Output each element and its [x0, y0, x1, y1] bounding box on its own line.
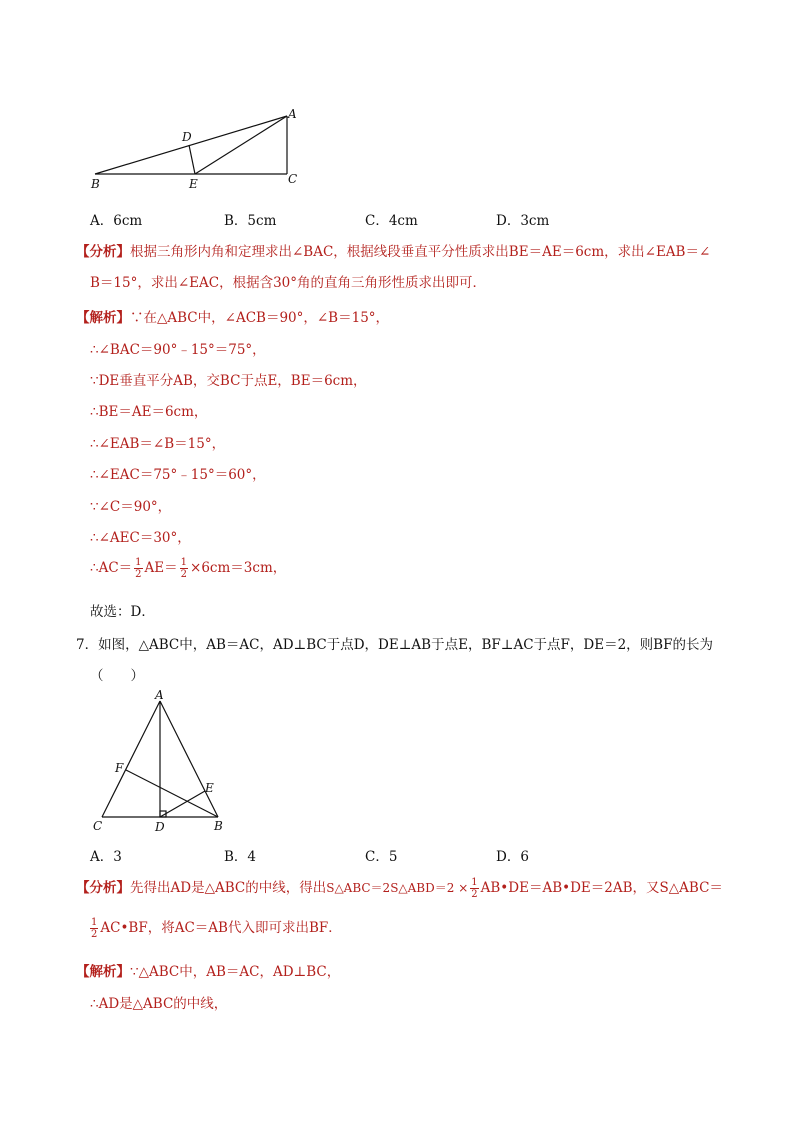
q6-fraction-2-den: 2	[180, 569, 188, 580]
q7-solution-line-1	[76, 960, 340, 980]
q6-option-c[interactable]: C．4cm	[365, 213, 418, 229]
q6-analysis-line-1	[76, 240, 710, 260]
q6-fraction-2-num: 1	[180, 557, 188, 568]
q6-fraction-1	[134, 557, 142, 580]
q6-analysis-line-2: B＝15°，求出∠EAC，根据含30°角的直角三角形性质求出即可．	[90, 275, 487, 291]
q6-analysis-tag: 【分析】	[76, 244, 130, 260]
q6-analysis-text-1: 根据三角形内角和定理求出∠BAC，根据线段垂直平分性质求出BE＝AE＝6cm，求出∠EAB＝∠	[130, 244, 711, 260]
q7-stem-line-1: 7．如图，△ABC中，AB＝AC，AD⊥BC于点D，DE⊥AB于点E，BF⊥AC于点F，DE＝2，则BF的长为	[76, 637, 713, 653]
q6-figure	[85, 100, 325, 195]
q7-label-d: D	[155, 820, 165, 834]
q7-analysis-line-2	[88, 916, 342, 940]
q7-analysis-text-1c: AB•DE＝AB•DE＝2AB，又S△ABC＝	[480, 880, 723, 896]
q6-solution-step-5: ∴∠EAC＝75°﹣15°＝60°，	[90, 467, 266, 483]
q6-solution-step-6: ∵∠C＝90°，	[90, 499, 172, 515]
q6-final-prefix: ∴AC＝	[90, 560, 133, 576]
q7-label-b: B	[214, 819, 223, 833]
q7-fraction-2-den: 2	[91, 929, 98, 940]
q6-final-tail: ×6cm＝3cm，	[190, 560, 287, 576]
q6-solution-tag: 【解析】	[76, 310, 130, 326]
q7-fraction-1-den: 2	[471, 889, 478, 900]
q6-segment-ba	[95, 116, 287, 174]
q7-label-c: C	[93, 819, 103, 833]
q7-analysis-text-1a: 先得出AD是△ABC的中线，得出	[130, 880, 327, 896]
q7-solution-tag: 【解析】	[76, 964, 130, 980]
q6-solution-step-1: ∴∠BAC＝90°﹣15°＝75°，	[90, 342, 266, 358]
q7-fraction-2	[90, 917, 98, 940]
q7-option-d[interactable]: D．6	[496, 849, 529, 865]
q7-solution-line-2: ∴AD是△ABC的中线，	[90, 996, 228, 1012]
q7-analysis-tag: 【分析】	[76, 880, 130, 896]
q6-segment-de	[189, 145, 195, 174]
q7-fraction-1-num: 1	[471, 877, 478, 888]
q6-solution-step-7: ∴∠AEC＝30°，	[90, 530, 191, 546]
q7-option-b[interactable]: B．4	[224, 849, 257, 865]
q7-option-c[interactable]: C．5	[365, 849, 398, 865]
q7-segment-ca	[102, 701, 160, 817]
q7-options	[90, 845, 690, 863]
q6-label-d: D	[182, 130, 192, 144]
q6-final-ae: AE＝	[144, 560, 178, 576]
q6-fraction-2	[180, 557, 188, 580]
q7-analysis-text-2: AC•BF，将AC＝AB代入即可求出BF．	[100, 920, 342, 936]
q6-solution-text-1: ∵在△ABC中，∠ACB＝90°，∠B＝15°，	[130, 310, 390, 326]
q7-label-a: A	[155, 690, 164, 702]
q6-solution-step-4: ∴∠EAB＝∠B＝15°，	[90, 436, 226, 452]
q6-label-e: E	[189, 177, 198, 191]
q7-fraction-2-num: 1	[91, 917, 98, 928]
q7-figure	[88, 690, 238, 840]
q6-label-a: A	[288, 107, 297, 121]
q7-segment-de	[160, 791, 205, 817]
q6-fraction-1-num: 1	[135, 557, 142, 568]
q6-option-b[interactable]: B．5cm	[224, 213, 277, 229]
q7-label-f: F	[115, 761, 124, 775]
q6-solution-step-2: ∵DE垂直平分AB，交BC于点E，BE＝6cm，	[90, 373, 367, 389]
q7-label-e: E	[205, 781, 214, 795]
q6-label-b: B	[91, 177, 100, 191]
q7-stem-line-2: （ ）	[90, 668, 144, 684]
q6-option-a[interactable]: A．6cm	[90, 213, 143, 229]
q6-segment-ea	[195, 116, 287, 174]
q6-options	[90, 209, 690, 227]
q7-option-a[interactable]: A．3	[90, 849, 122, 865]
q7-analysis-line-1	[76, 876, 723, 900]
q6-option-d[interactable]: D．3cm	[496, 213, 550, 229]
q6-solution-final	[90, 556, 286, 580]
q6-fraction-1-den: 2	[135, 569, 142, 580]
q6-answer: 故选：D．	[90, 604, 155, 620]
q7-fraction-1	[470, 877, 478, 900]
q6-solution-line-1	[76, 306, 389, 326]
q7-solution-text-1: ∵△ABC中，AB＝AC，AD⊥BC，	[130, 964, 341, 980]
q7-analysis-text-1b: S△ABC＝2S△ABD＝2 ×	[326, 881, 469, 895]
q6-label-c: C	[288, 172, 298, 186]
q6-solution-step-3: ∴BE＝AE＝6cm，	[90, 404, 208, 420]
